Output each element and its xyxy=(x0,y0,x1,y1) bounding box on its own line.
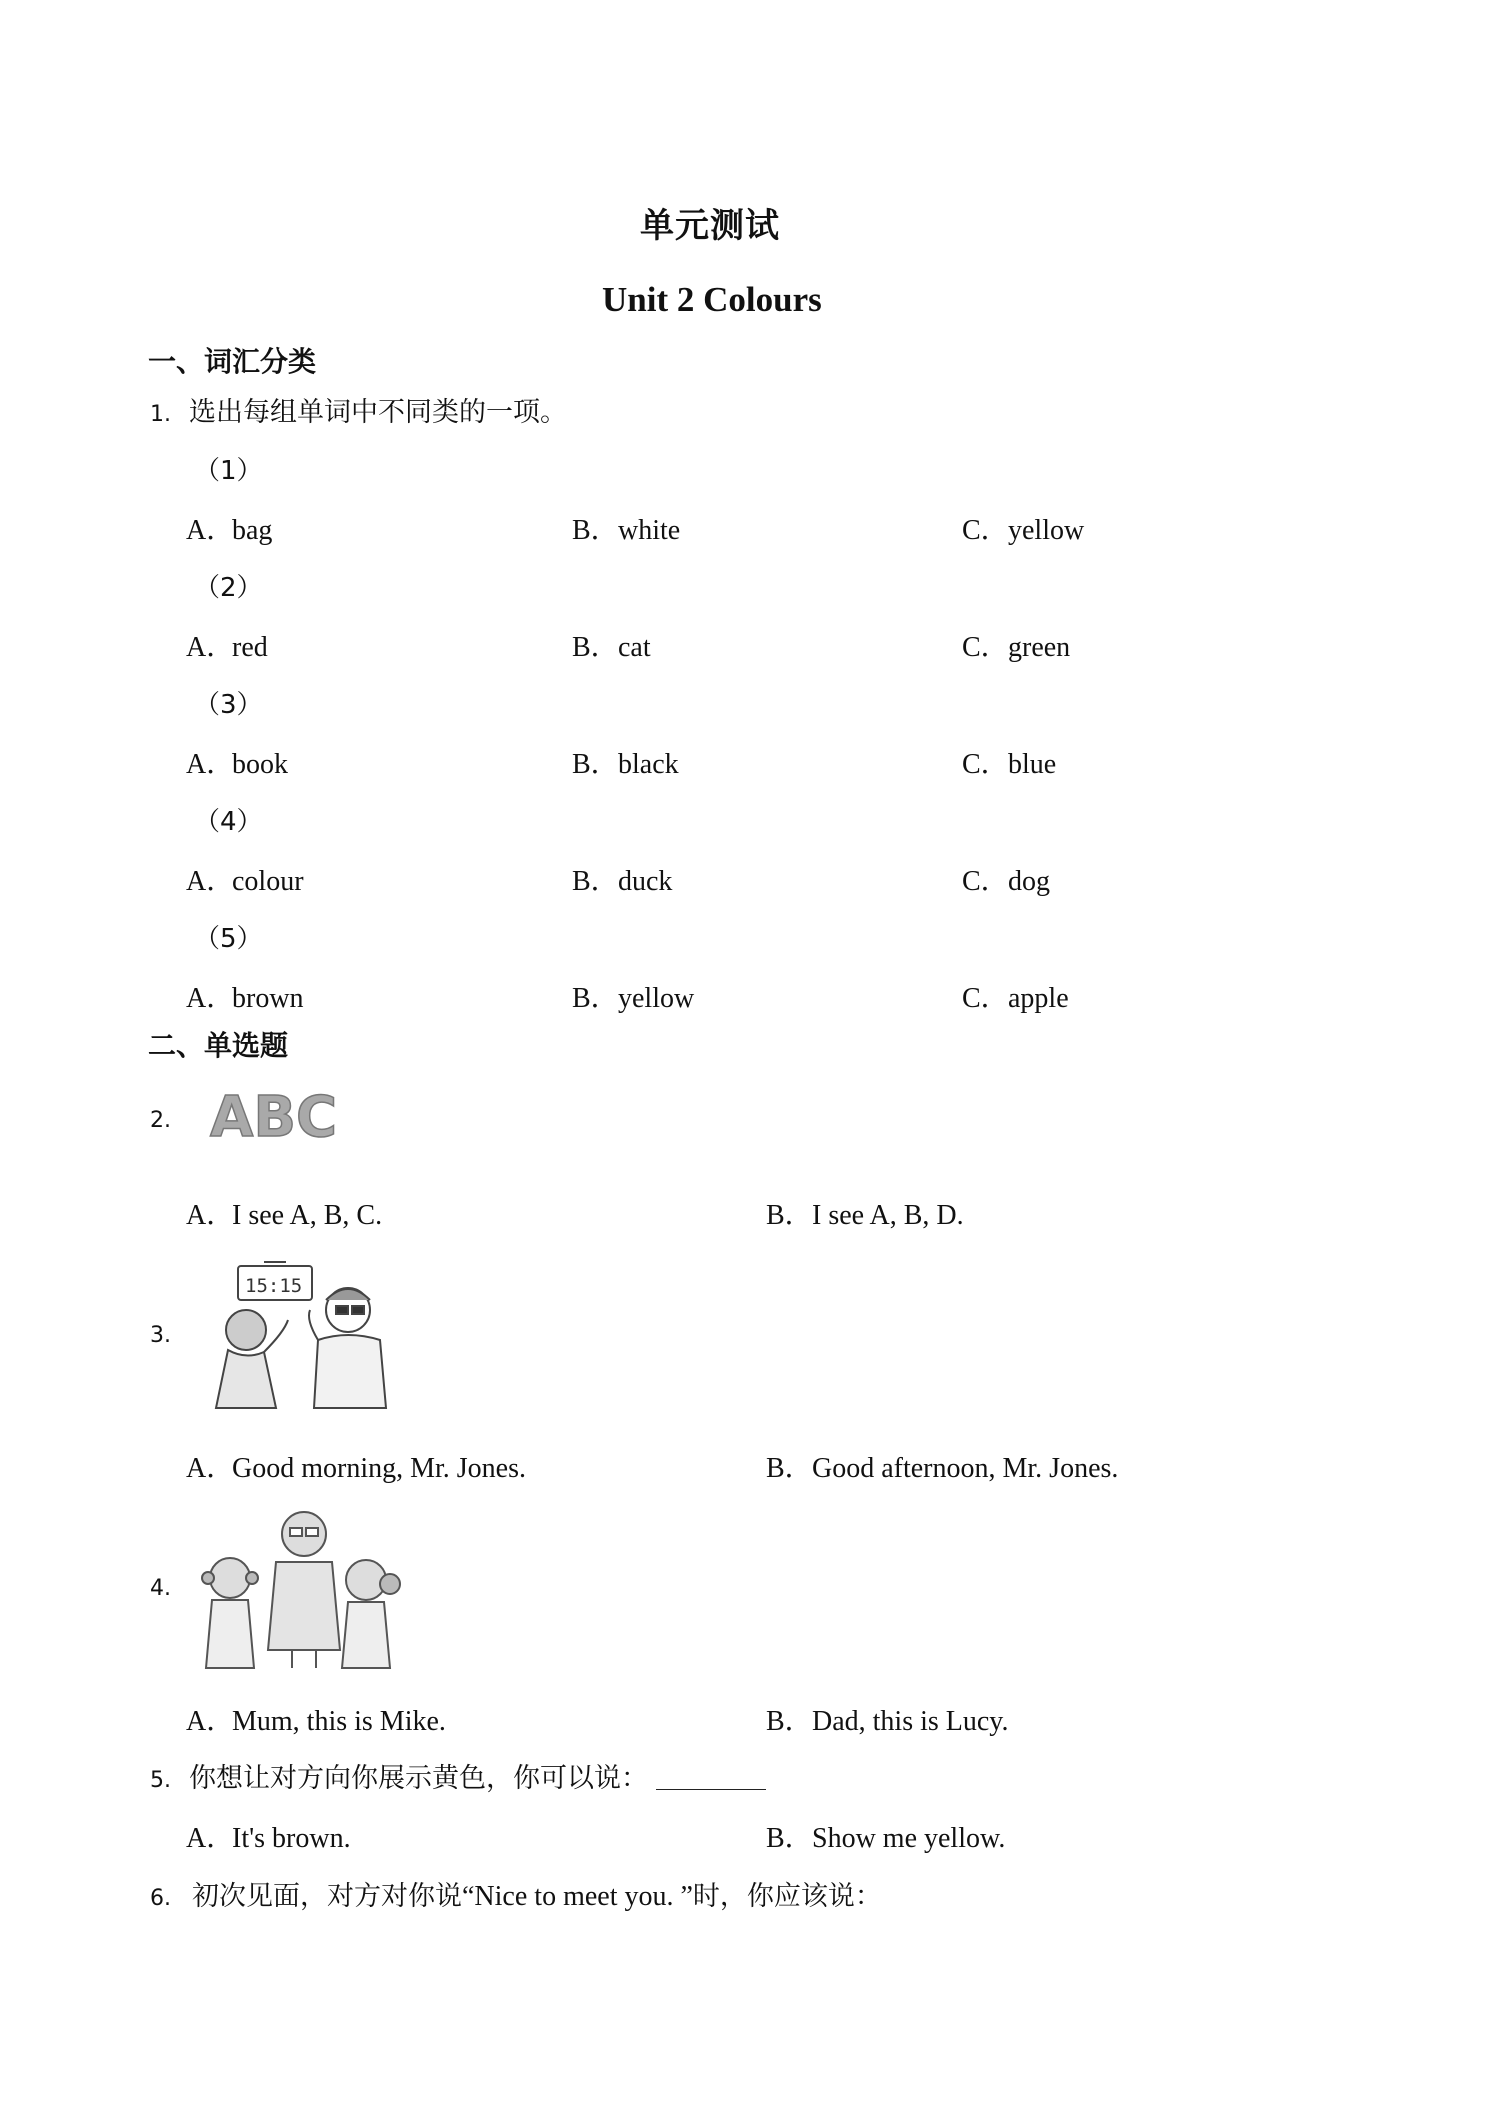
question-6 xyxy=(150,1874,882,1913)
greeting-illustration-clock xyxy=(206,1260,392,1412)
option-b[interactable]: B．Dad, this is Lucy. xyxy=(766,1706,1009,1737)
option-b[interactable]: B．yellow xyxy=(572,983,695,1014)
abc-letters-image xyxy=(208,1086,344,1144)
group-label: （3） xyxy=(194,690,263,720)
option-a[interactable]: A．brown xyxy=(186,983,304,1014)
question-1 xyxy=(150,390,567,429)
group-label: （4） xyxy=(194,807,263,837)
option-b[interactable]: B．cat xyxy=(572,632,651,663)
question-prompt-cn-end: 时，你应该说： xyxy=(692,1881,882,1912)
option-a[interactable]: A．bag xyxy=(186,515,273,546)
question-prompt: 选出每组单词中不同类的一项。 xyxy=(189,397,567,428)
option-a[interactable]: A．I see A, B, C. xyxy=(186,1200,383,1231)
option-a[interactable]: A．red xyxy=(186,632,268,663)
option-a[interactable]: A．It's brown. xyxy=(186,1823,351,1854)
answer-blank[interactable] xyxy=(656,1767,766,1790)
option-c[interactable]: C．apple xyxy=(962,983,1069,1014)
option-a[interactable]: A．book xyxy=(186,749,288,780)
question-number: 5. xyxy=(150,1768,171,1793)
section-heading-vocabulary: 一、词汇分类 xyxy=(148,345,317,378)
question-number: 1. xyxy=(150,402,171,427)
option-c[interactable]: C．yellow xyxy=(962,515,1085,546)
group-label: （2） xyxy=(194,573,263,603)
option-c[interactable]: C．dog xyxy=(962,866,1050,897)
question-number: 3. xyxy=(150,1323,171,1348)
question-number: 6. xyxy=(150,1886,171,1911)
question-number: 2. xyxy=(150,1108,171,1133)
svg-text:15:15: 15:15 xyxy=(245,1275,303,1297)
option-b[interactable]: B．Good afternoon, Mr. Jones. xyxy=(766,1453,1119,1484)
question-prompt: 你想让对方向你展示黄色，你可以说： xyxy=(189,1763,648,1794)
question-5 xyxy=(150,1756,766,1795)
group-label: （1） xyxy=(194,456,263,486)
unit-title: Unit 2 Colours xyxy=(602,280,822,319)
page-title: 单元测试 xyxy=(640,206,780,246)
option-b[interactable]: B．duck xyxy=(572,866,673,897)
option-c[interactable]: C．blue xyxy=(962,749,1057,780)
question-number: 4. xyxy=(150,1576,171,1601)
section-heading-single-choice: 二、单选题 xyxy=(148,1029,289,1062)
svg-text:ABC: ABC xyxy=(210,1086,338,1144)
question-prompt-en: “Nice to meet you. ” xyxy=(462,1881,693,1912)
option-b[interactable]: B．black xyxy=(572,749,679,780)
family-introduction-illustration xyxy=(194,1500,414,1670)
question-prompt-cn: 初次见面，对方对你说 xyxy=(192,1881,462,1912)
option-a[interactable]: A．Good morning, Mr. Jones. xyxy=(186,1453,526,1484)
option-b[interactable]: B．white xyxy=(572,515,681,546)
option-b[interactable]: B．Show me yellow. xyxy=(766,1823,1006,1854)
option-c[interactable]: C．green xyxy=(962,632,1071,663)
option-b[interactable]: B．I see A, B, D. xyxy=(766,1200,964,1231)
group-label: （5） xyxy=(194,924,263,954)
option-a[interactable]: A．colour xyxy=(186,866,304,897)
option-a[interactable]: A．Mum, this is Mike. xyxy=(186,1706,446,1737)
